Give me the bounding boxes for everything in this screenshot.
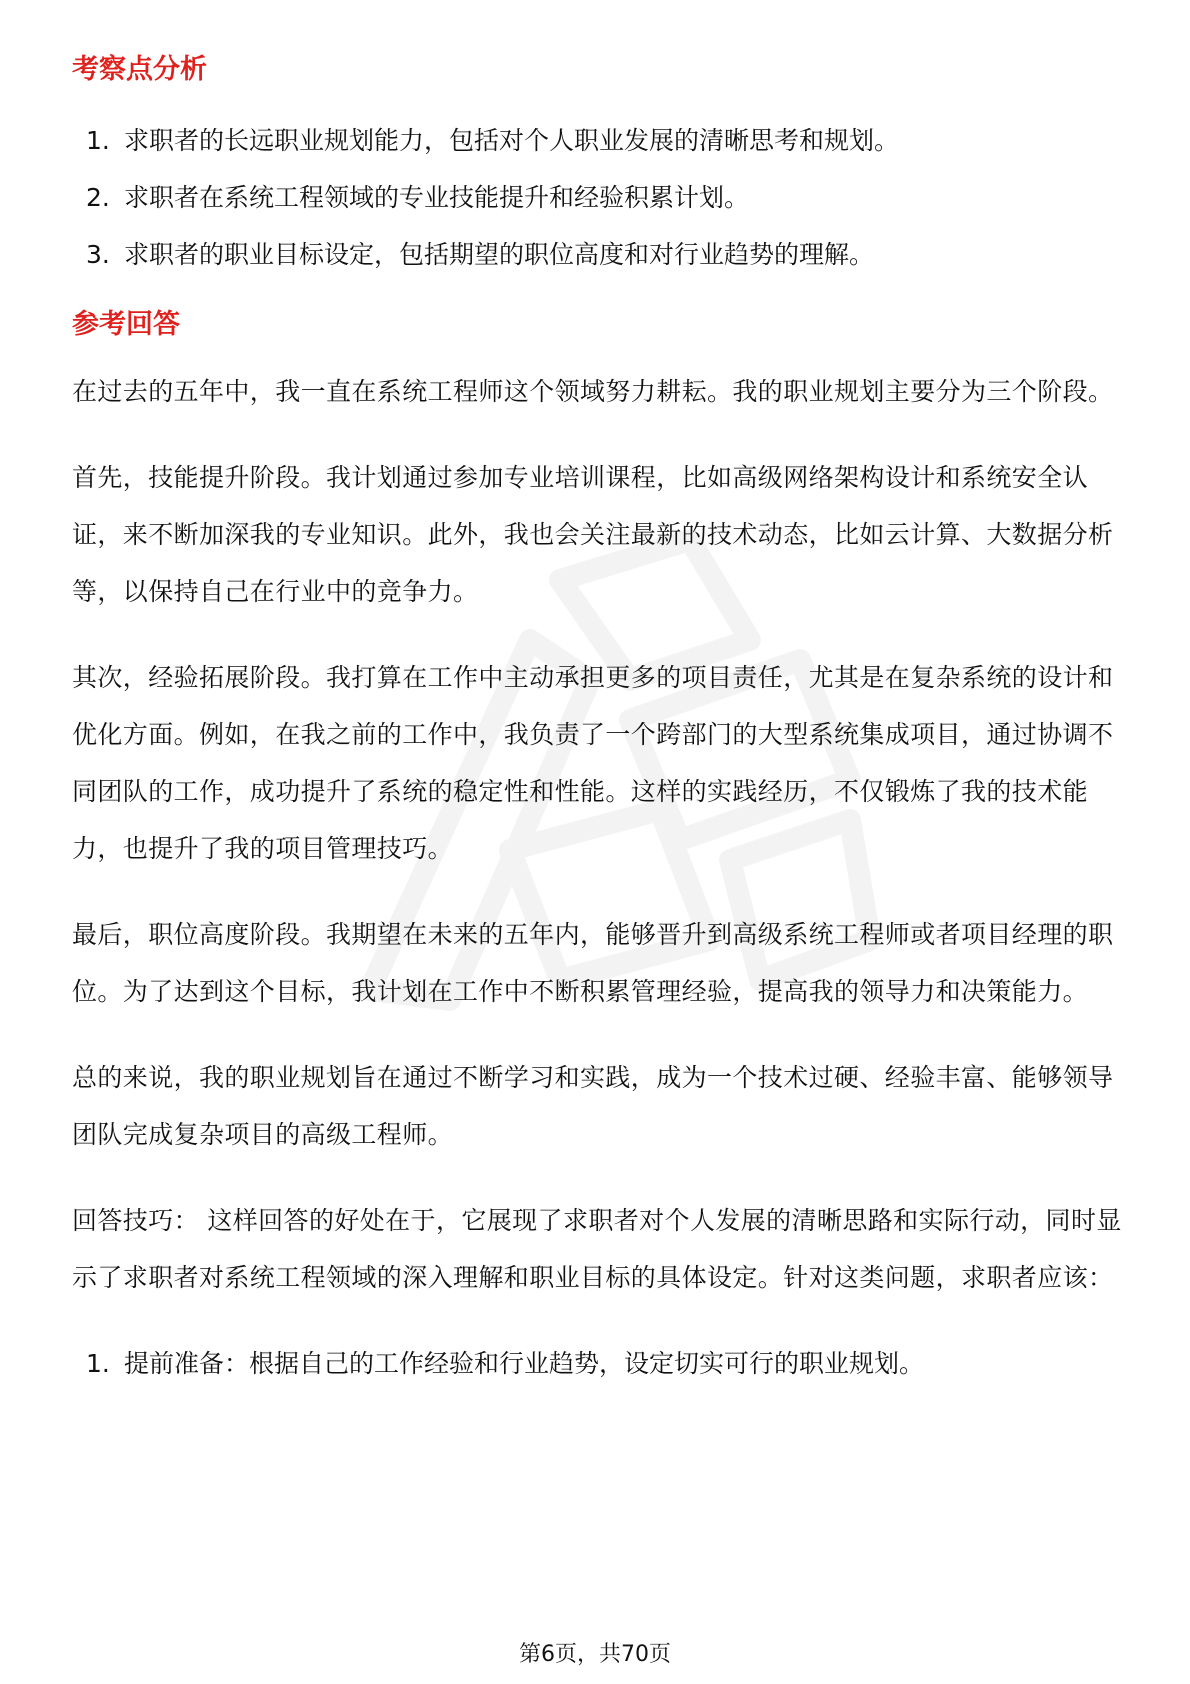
list-item bbox=[72, 1335, 1122, 1392]
analysis-list bbox=[72, 112, 1122, 283]
list-item bbox=[72, 112, 1122, 169]
page-number-footer: 第6页，共70页 bbox=[519, 1642, 671, 1667]
list-item bbox=[72, 169, 1122, 226]
list-item-text: 求职者在系统工程领域的专业技能提升和经验积累计划。 bbox=[124, 183, 750, 212]
list-item-number: 3. bbox=[86, 240, 110, 269]
answer-paragraph: 在过去的五年中，我一直在系统工程师这个领域努力耕耘。我的职业规划主要分为三个阶段。 bbox=[72, 377, 1114, 406]
answer-paragraph: 其次，经验拓展阶段。我打算在工作中主动承担更多的项目责任，尤其是在复杂系统的设计和优化方面。例如，在我之前的工作中，我负责了一个跨部门的大型系统集成项目，通过协调不同团队的工作，成功提升了系统的稳定性和性能。这样的实践经历，不仅锻炼了我的技术能力，也提升了我的项目管理技巧。 bbox=[72, 663, 1114, 863]
answer-tips-paragraph: 回答技巧： 这样回答的好处在于，它展现了求职者对个人发展的清晰思路和实际行动，同时显示了求职者对系统工程领域的深入理解和职业目标的具体设定。针对这类问题，求职者应该： bbox=[72, 1206, 1122, 1292]
document-content bbox=[72, 50, 1122, 1392]
answer-paragraph: 首先，技能提升阶段。我计划通过参加专业培训课程，比如高级网络架构设计和系统安全认证，来不断加深我的专业知识。此外，我也会关注最新的技术动态，比如云计算、大数据分析等，以保持自己在行业中的竞争力。 bbox=[72, 463, 1114, 606]
section-title-analysis: 考察点分析 bbox=[72, 54, 207, 85]
list-item bbox=[72, 226, 1122, 283]
list-item-text: 求职者的职业目标设定，包括期望的职位高度和对行业趋势的理解。 bbox=[124, 240, 875, 269]
section-title-answer: 参考回答 bbox=[72, 309, 180, 340]
list-item-number: 2. bbox=[86, 183, 110, 212]
list-item-number: 1. bbox=[86, 126, 110, 155]
answer-paragraph: 总的来说，我的职业规划旨在通过不断学习和实践，成为一个技术过硬、经验丰富、能够领导团队完成复杂项目的高级工程师。 bbox=[72, 1063, 1114, 1149]
list-item-text: 求职者的长远职业规划能力，包括对个人职业发展的清晰思考和规划。 bbox=[124, 126, 900, 155]
list-item-number: 1. bbox=[86, 1349, 110, 1378]
list-item-text: 提前准备：根据自己的工作经验和行业趋势，设定切实可行的职业规划。 bbox=[124, 1349, 925, 1378]
tips-list bbox=[72, 1335, 1122, 1392]
answer-paragraph: 最后，职位高度阶段。我期望在未来的五年内，能够晋升到高级系统工程师或者项目经理的职位。为了达到这个目标，我计划在工作中不断积累管理经验，提高我的领导力和决策能力。 bbox=[72, 920, 1114, 1006]
